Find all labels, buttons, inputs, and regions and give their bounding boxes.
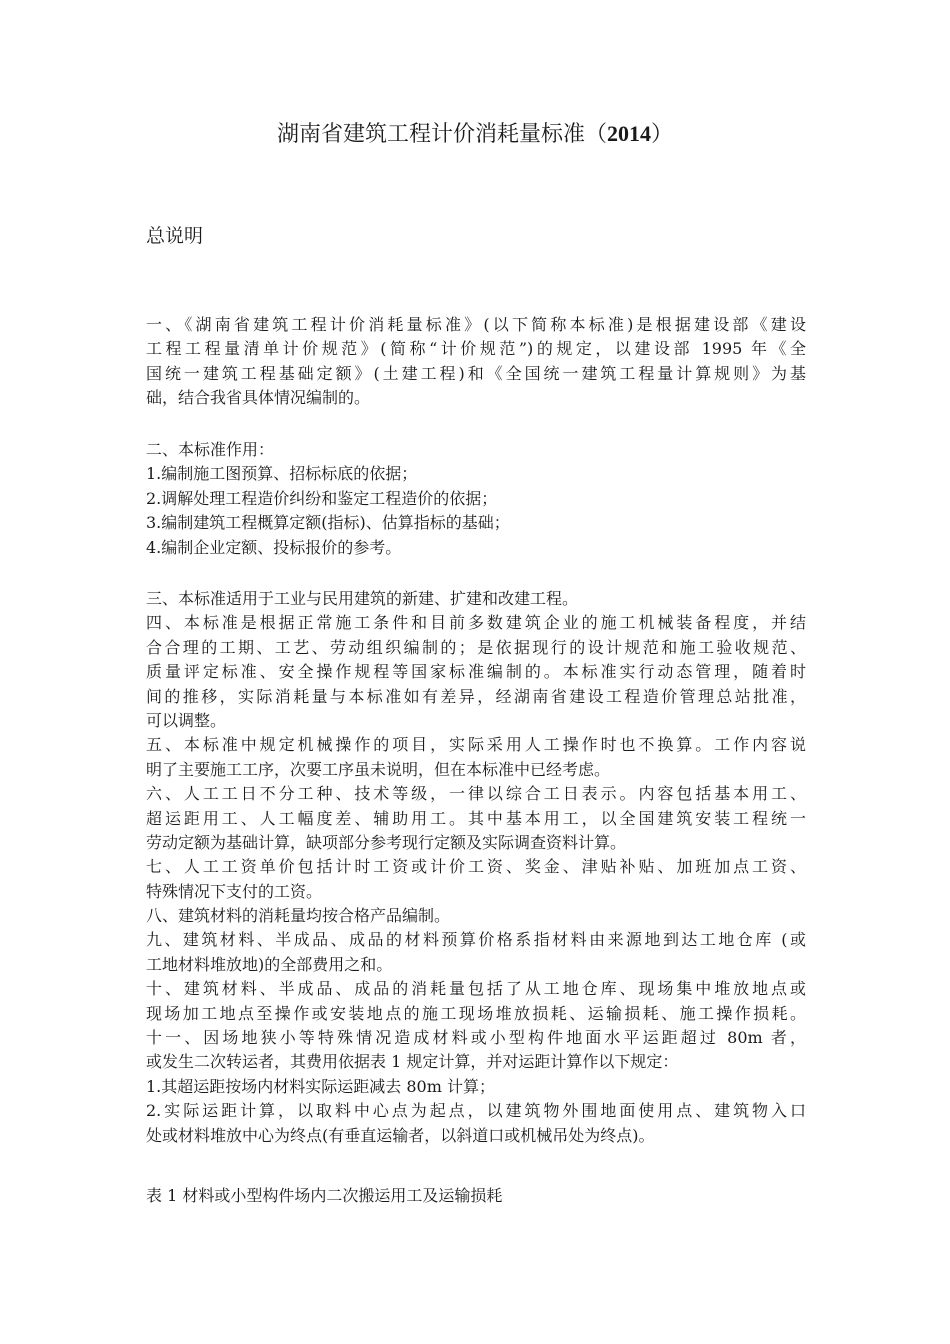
table-caption: 表 1 材料或小型构件场内二次搬运用工及运输损耗 bbox=[146, 1186, 503, 1205]
text-line: 劳动定额为基础计算，缺项部分参考现行定额及实际调查资料计算。 bbox=[146, 832, 627, 852]
document-title-year: 2014 bbox=[607, 121, 651, 146]
text-line: 可以调整。 bbox=[146, 710, 227, 730]
text-line: 2.实际运距计算，以取料中心点为起点，以建筑物外围地面使用点、建筑物入口 bbox=[146, 1101, 806, 1121]
list-item: 1.编制施工图预算、招标标底的依据； bbox=[146, 464, 418, 484]
paragraph-2 bbox=[146, 438, 806, 560]
text-line: 三、本标准适用于工业与民用建筑的新建、扩建和改建工程。 bbox=[146, 589, 579, 608]
text-line: 工程工程量清单计价规范》(简称“计价规范”)的规定，以建设部 1995 年《全 bbox=[146, 339, 806, 359]
text-line: 础，结合我省具体情况编制的。 bbox=[146, 388, 371, 408]
text-line: 五、本标准中规定机械操作的项目，实际采用人工操作时也不换算。工作内容说 bbox=[146, 735, 806, 755]
text-line: 1.其超运距按场内材料实际运距减去 80m 计算； bbox=[146, 1076, 495, 1096]
document-title-end: ） bbox=[651, 122, 674, 147]
text-line: 处或材料堆放中心为终点(有垂直运输者，以斜道口或机械吊处为终点)。 bbox=[146, 1125, 655, 1145]
text-line: 国统一建筑工程基础定额》(土建工程)和《全国统一建筑工程量计算规则》为基 bbox=[146, 363, 806, 383]
text-line: 八、建筑材料的消耗量均按合格产品编制。 bbox=[146, 906, 451, 926]
text-line: 明了主要施工工序，次要工序虽未说明，但在本标准中已经考虑。 bbox=[146, 759, 611, 779]
list-item: 2.调解处理工程造价纠纷和鉴定工程造价的依据； bbox=[146, 488, 498, 508]
text-line: 特殊情况下支付的工资。 bbox=[146, 881, 323, 901]
text-line: 一、《湖南省建筑工程计价消耗量标准》(以下简称本标准)是根据建设部《建设 bbox=[146, 315, 806, 334]
text-line: 间的推移，实际消耗量与本标准如有差异，经湖南省建设工程造价管理总站批准， bbox=[146, 686, 806, 706]
text-line: 四、本标准是根据正常施工条件和目前多数建筑企业的施工机械装备程度，并结 bbox=[146, 613, 806, 633]
text-line: 工地材料堆放地)的全部费用之和。 bbox=[146, 954, 393, 974]
text-line: 超运距用工、人工幅度差、辅助用工。其中基本用工，以全国建筑安装工程统一 bbox=[146, 808, 806, 828]
list-item: 3.编制建筑工程概算定额(指标)、估算指标的基础； bbox=[146, 513, 510, 533]
text-line: 九、建筑材料、半成品、成品的材料预算价格系指材料由来源地到达工地仓库 (或 bbox=[146, 930, 806, 950]
text-line: 或发生二次转运者，其费用依据表 1 规定计算，并对运距计算作以下规定： bbox=[146, 1052, 679, 1072]
document-title bbox=[0, 118, 950, 151]
text-line: 二、本标准作用： bbox=[146, 440, 275, 459]
list-item: 4.编制企业定额、投标报价的参考。 bbox=[146, 537, 402, 557]
text-line: 质量评定标准、安全操作规程等国家标准编制的。本标准实行动态管理，随着时 bbox=[146, 662, 806, 682]
text-line: 十一、因场地狭小等特殊情况造成材料或小型构件地面水平运距超过 80m 者， bbox=[146, 1028, 806, 1048]
section-heading: 总说明 bbox=[146, 225, 204, 247]
document-title-text: 湖南省建筑工程计价消耗量标准（ bbox=[276, 122, 607, 147]
text-line: 合合理的工期、工艺、劳动组织编制的；是依据现行的设计规范和施工验收规范、 bbox=[146, 637, 806, 657]
paragraph-1 bbox=[146, 313, 806, 411]
paragraph-3 bbox=[146, 587, 806, 1148]
text-line: 现场加工地点至操作或安装地点的施工现场堆放损耗、运输损耗、施工操作损耗。 bbox=[146, 1003, 806, 1023]
table-caption-block bbox=[146, 1184, 806, 1208]
text-line: 七、人工工资单价包括计时工资或计价工资、奖金、津贴补贴、加班加点工资、 bbox=[146, 857, 806, 877]
text-line: 十、建筑材料、半成品、成品的消耗量包括了从工地仓库、现场集中堆放地点或 bbox=[146, 979, 806, 999]
text-line: 六、人工工日不分工种、技术等级，一律以综合工日表示。内容包括基本用工、 bbox=[146, 784, 806, 804]
